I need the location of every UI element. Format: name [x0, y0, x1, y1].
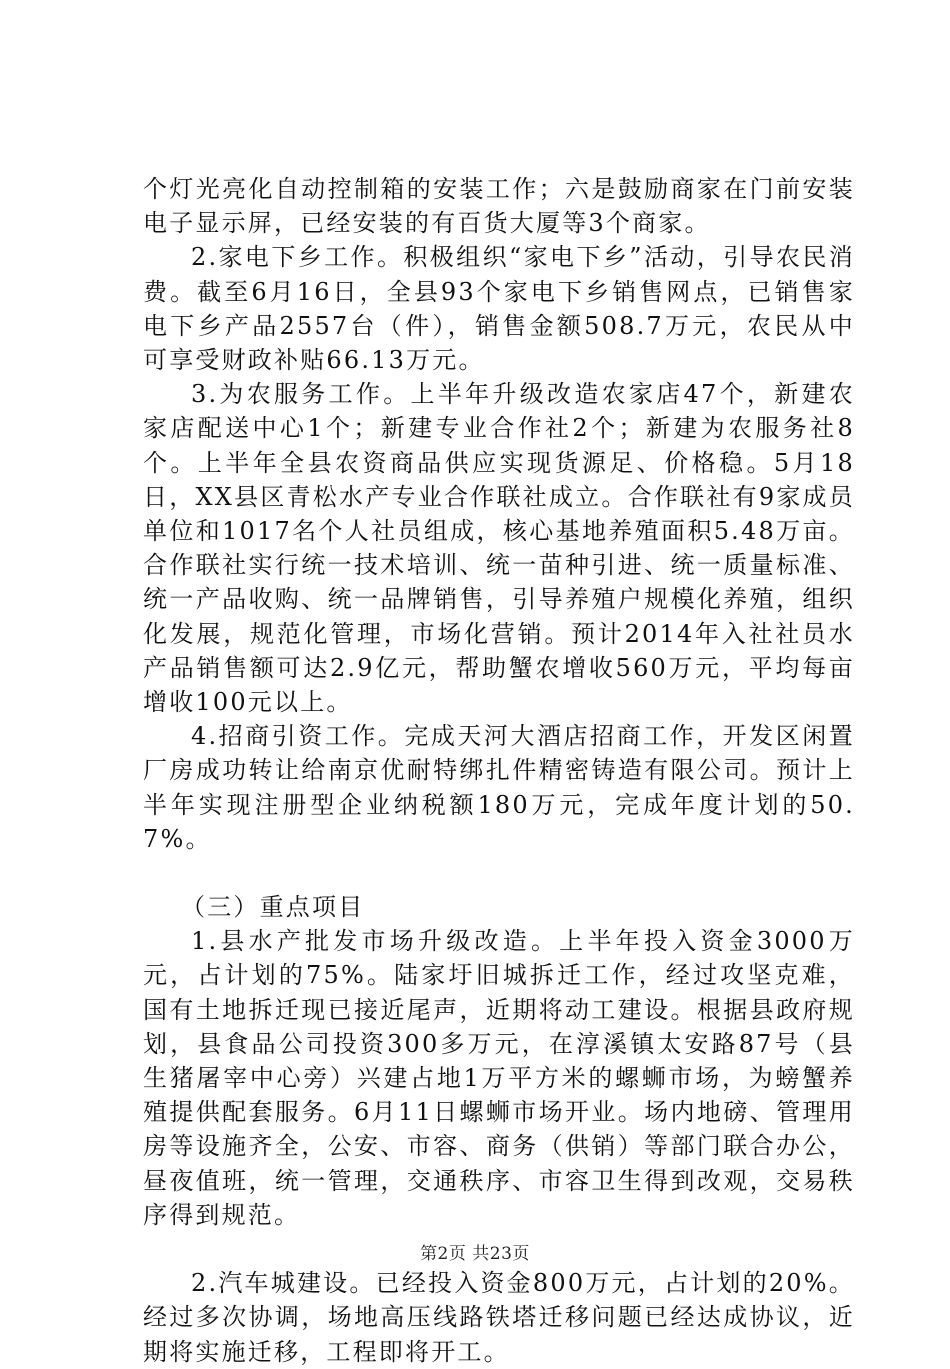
paragraph-auto-city-construction: 2.汽车城建设。已经投入资金800万元，占计划的20%。经过多次协调，场地高压线路铁塔迁移问题已经达成协议，近期将实施迁移，工程即将开工。 — [143, 1269, 855, 1366]
page-footer: 第2页 共23页 — [420, 1244, 530, 1264]
paragraph-continuation: 个灯光亮化自动控制箱的安装工作；六是鼓励商家在门前安装电子显示屏，已经安装的有百货大厦等3个商家。 — [143, 175, 855, 238]
document-body — [143, 172, 855, 1369]
paragraph-appliances-to-countryside: 2.家电下乡工作。积极组织“家电下乡”活动，引导农民消费。截至6月16日，全县93个家电下乡销售网点，已销售家电下乡产品2557台（件），销售金额508.7万元，农民从中可享受财政补贴66.13万元。 — [143, 243, 855, 375]
paragraph-agricultural-services: 3.为农服务工作。上半年升级改造农家店47个，新建农家店配送中心1个；新建专业合作社2个；新建为农服务社8个。上半年全县农资商品供应实现货源足、价格稳。5月18日，XX县区青松水产专业合作联社成立。合作联社有9家成员单位和1017名个人社员组成，核心基地养殖面积5.48万亩。合作联社实行统一技术培训、统一苗种引进、统一质量标准、统一产品收购、统一品牌销售，引导养殖户规模化养殖，组织化发展，规范化管理，市场化营销。预计2014年入社社员水产品销售额可达2.9亿元，帮助蟹农增收560万元，平均每亩增收100元以上。 — [143, 380, 855, 717]
section-heading-key-projects: （三）重点项目 — [181, 893, 365, 922]
paragraph-investment-promotion: 4.招商引资工作。完成天河大酒店招商工作，开发区闲置厂房成功转让给南京优耐特绑扎件精密铸造有限公司。预计上半年实现注册型企业纳税额180万元，完成年度计划的50.7%。 — [143, 722, 855, 853]
paragraph-spacer — [143, 856, 855, 890]
paragraph-aquatic-market-upgrade: 1.县水产批发市场升级改造。上半年投入资金3000万元，占计划的75%。陆家圩旧城拆迁工作，经过攻坚克难，国有土地拆迁现已接近尾声，近期将动工建设。根据县政府规划，县食品公司投资300多万元，在淳溪镇太安路87号（县生猪屠宰中心旁）兴建占地1万平方米的螺蛳市场，为螃蟹养殖提供配套服务。6月11日螺蛳市场开业。场内地磅、管理用房等设施齐全，公安、市容、商务（供销）等部门联合办公，昼夜值班，统一管理，交通秩序、市容卫生得到改观，交易秩序得到规范。 — [143, 927, 855, 1229]
